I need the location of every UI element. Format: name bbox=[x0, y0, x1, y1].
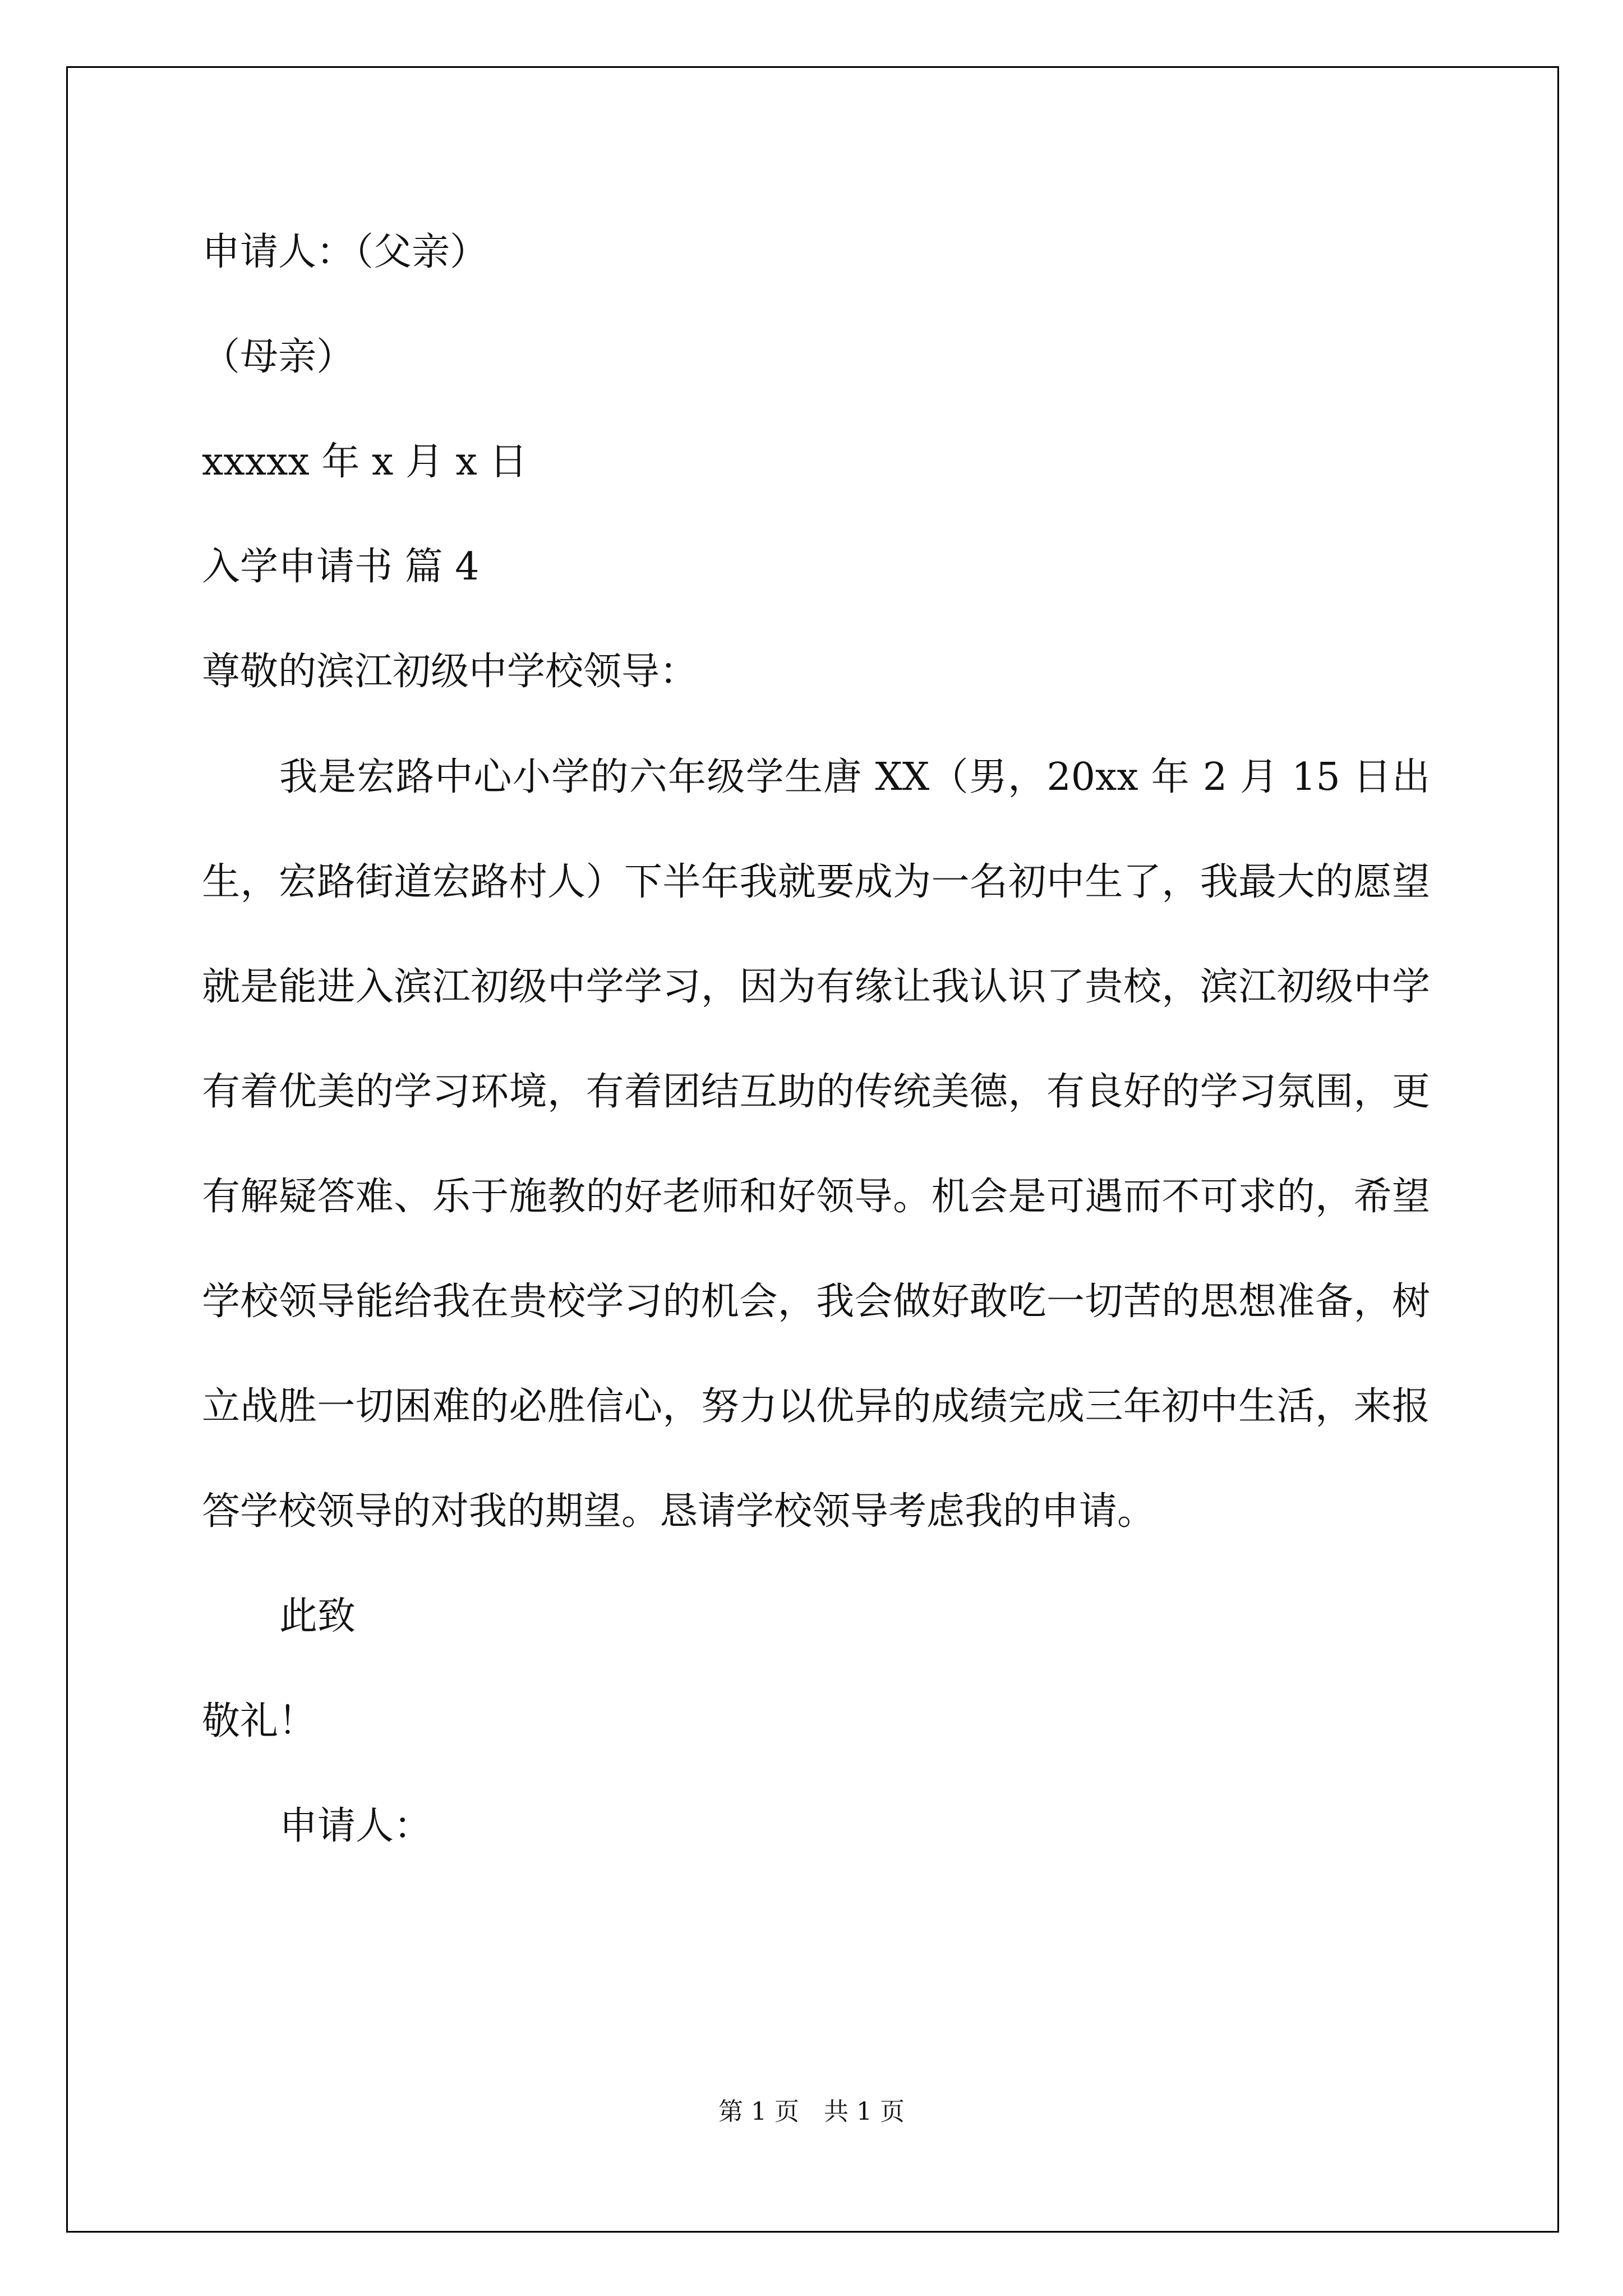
closing-cizhi: 此致 bbox=[279, 1594, 356, 1639]
signature-line: 申请人： bbox=[279, 1804, 432, 1848]
closing-jingli: 敬礼！ bbox=[202, 1699, 317, 1743]
section-heading: 入学申请书 篇 4 bbox=[202, 545, 479, 589]
salutation: 尊敬的滨江初级中学校领导： bbox=[202, 650, 698, 694]
body-paragraph: 我是宏路中心小学的六年级学生唐 XX（男，20xx 年 2 月 15 日出生，宏路街道宏路村人）下半年我就要成为一名初中生了，我最大的愿望就是能进入滨江初级中学学习，因为有缘让我认识了贵校，滨江初级中学有着优美的学习环境，有着团结互助的传统美德，有良好的学习氛围，更有解疑答难、乐于施教的好老师和好领导。机会是可遇而不可求的，希望学校领导能给我在贵校学习的机会，我会做好敢吃一切苦的思想准备，树立战胜一切困难的必胜信心，努力以优异的成绩完成三年初中生活，来报答学校领导的对我的期望。恳请学校领导考虑我的申请。 bbox=[202, 755, 1430, 1534]
applicant-mother-line: （母亲） bbox=[202, 335, 355, 379]
document-body bbox=[202, 224, 1430, 1903]
date-line: xxxxx 年 x 月 x 日 bbox=[202, 440, 528, 484]
page-footer: 第 1 页 共 1 页 bbox=[718, 2097, 905, 2126]
applicant-father-line: 申请人：（父亲） bbox=[202, 230, 488, 274]
